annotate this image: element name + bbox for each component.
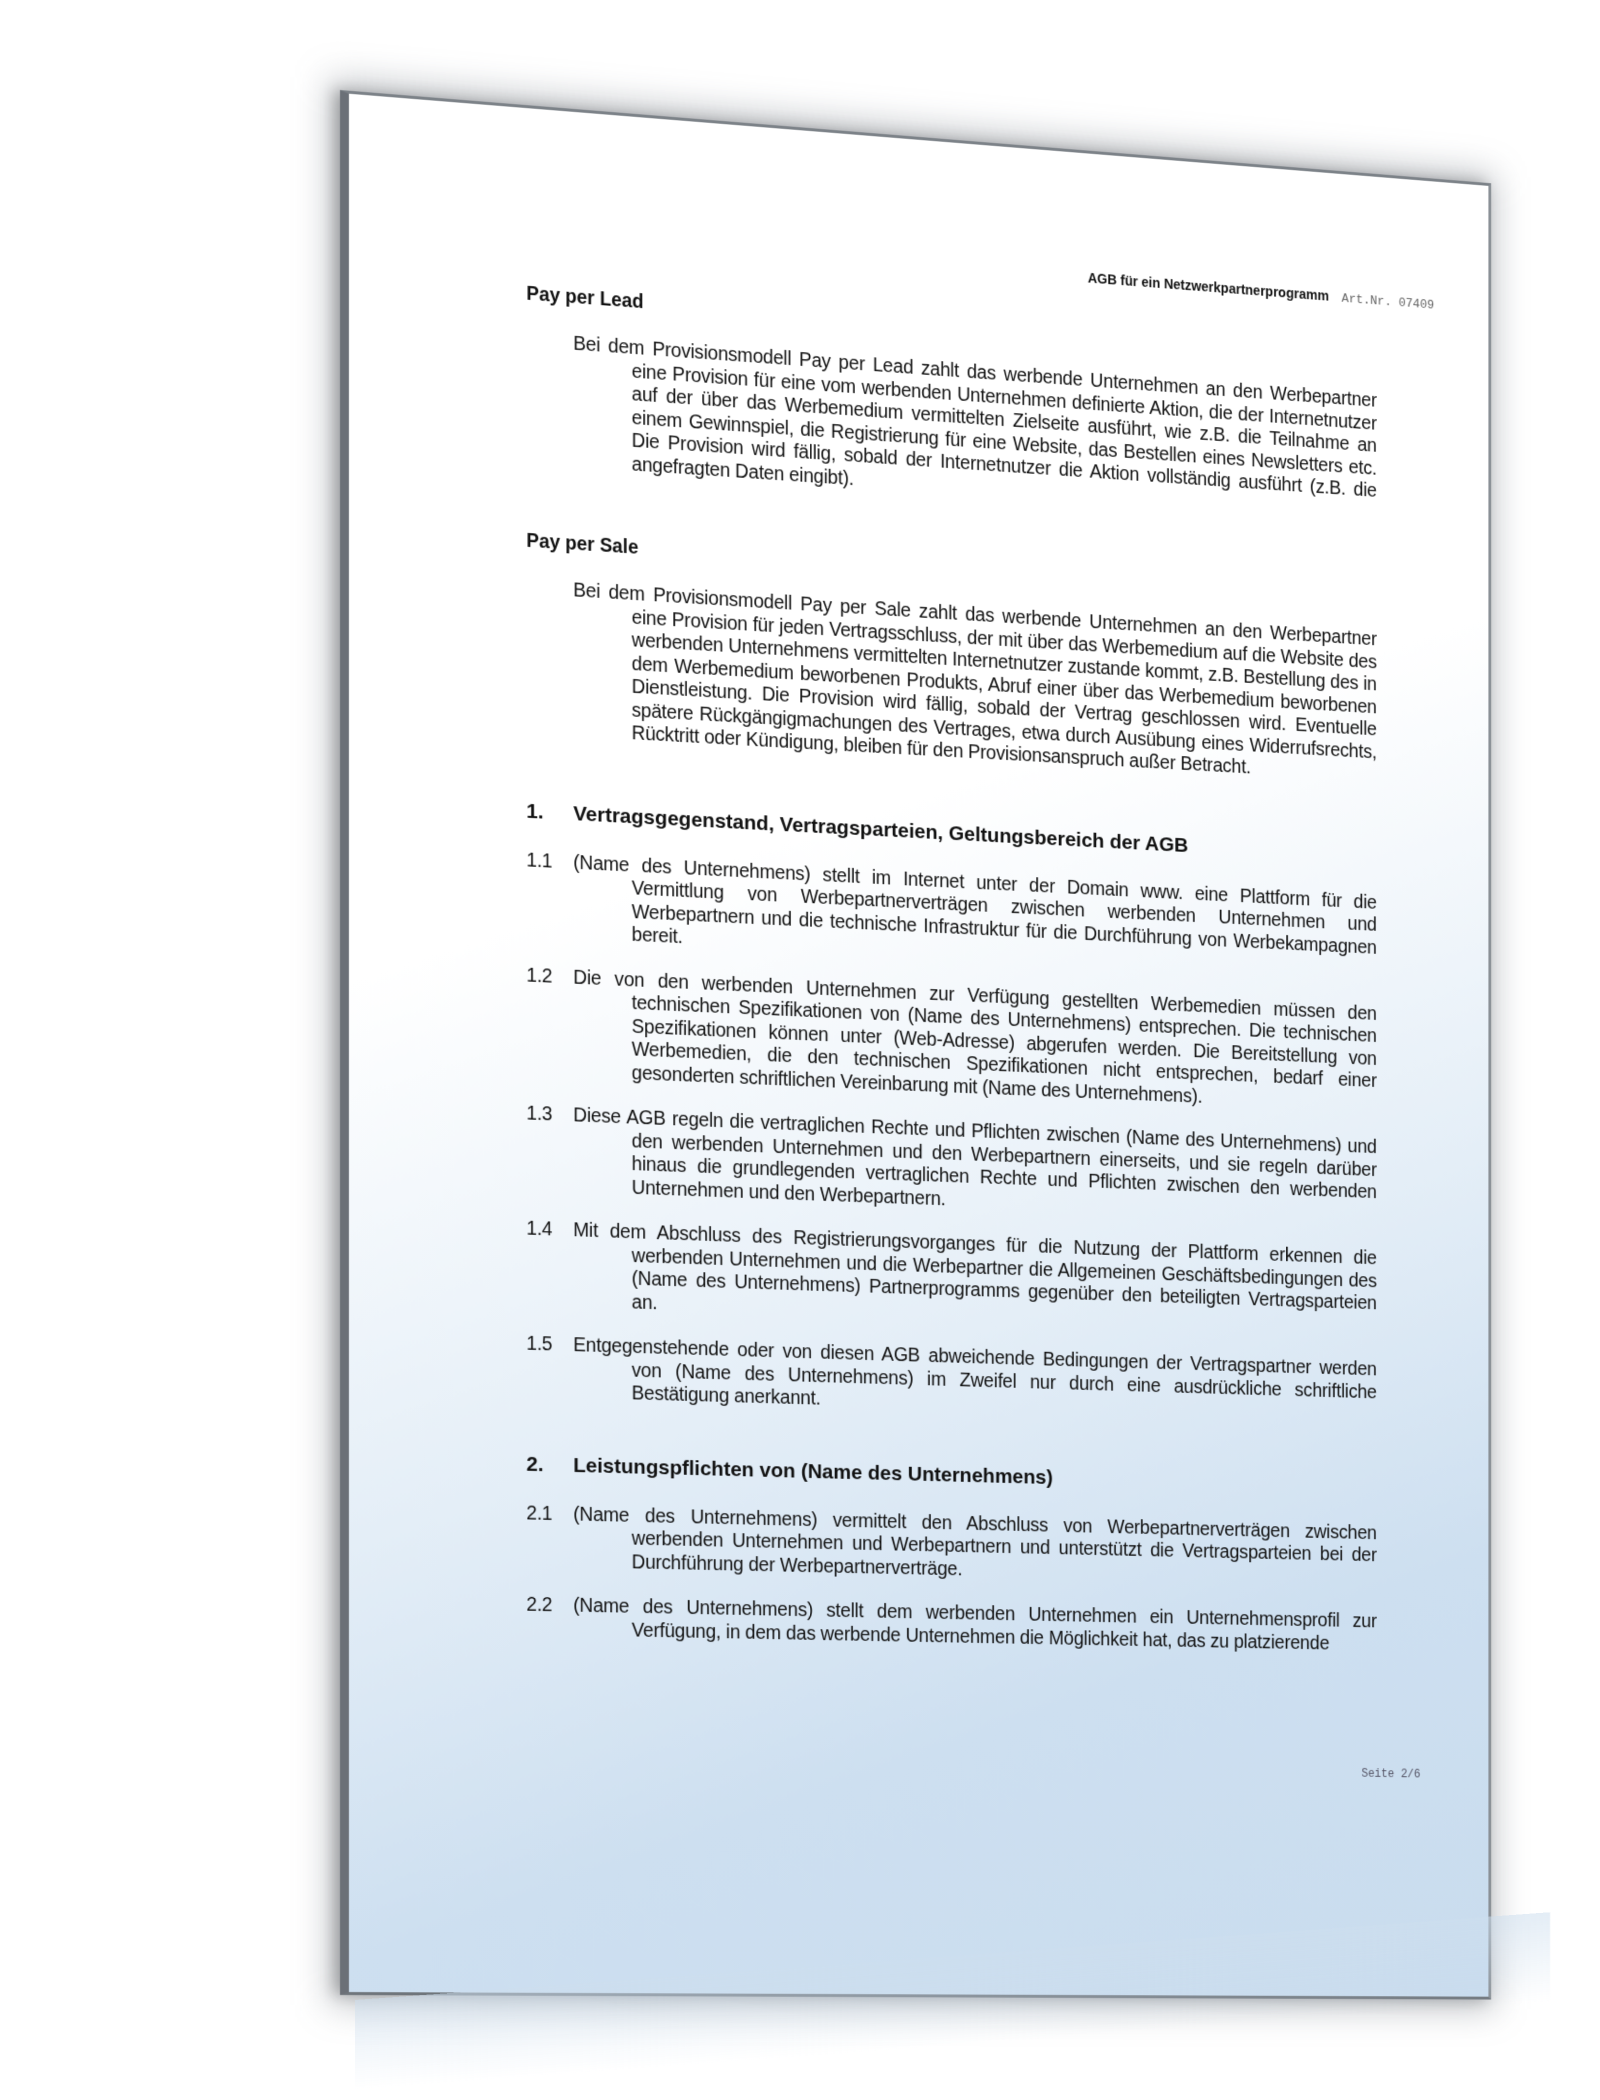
section-heading-2 [526, 1452, 1376, 1497]
subheading: Pay per Lead [526, 281, 644, 314]
clause-text: Die von den werbenden Unternehmen zur Verfügung gestellten Werbemedien müssen den technischen Spezifikationen von (Name des Unternehmens) entsprechen. Die technischen Spezifikationen können unter (Web-Adresse) abgerufen werden. Die Bereitstellung von Werbemedien, die den technischen Spezifikationen nicht entsprechen, bedarf einer gesonderten schriftlichen Vereinbarung mit (Name des Unternehmens). [573, 966, 1377, 1108]
clause-number: 1.3 [526, 1102, 553, 1126]
section-title: Vertragsgegenstand, Vertragsparteien, Geltungsbereich der AGB [573, 801, 1189, 857]
page-header [1088, 270, 1434, 313]
clause-text: (Name des Unternehmens) stellt dem werbenden Unternehmen ein Unternehmensprofil zur Verfügung, in dem das werbende Unternehmen die Möglichkeit hat, das zu platzierende [573, 1594, 1377, 1654]
paragraph: Bei dem Provisionsmodell Pay per Sale zahlt das werbende Unternehmen an den Werbepartner eine Provision für jeden Vertragsschluss, der mit über das Werbemedium auf die Website des werbenden Unternehmens vermittelten Internetnutzer zustande kommt, z.B. Bestellung des in dem Werbemedium beworbenen Produkts, Abruf einer über das Werbemedium beworbenen Dienstleistung. Die Provision wird fällig, sobald der Vertrag geschlossen wird. Eventuelle spätere Rückgängigmachungen des Vertrages, etwa durch Ausübung eines Widerrufsrechts, Rücktritt oder Kündigung, bleiben für den Provisionsanspruch außer Betracht. [573, 579, 1377, 779]
clause-1-2 [526, 964, 1376, 1116]
subheading: Pay per Sale [526, 528, 639, 559]
clause-number: 1.1 [526, 848, 553, 873]
document-title: AGB für ein Netzwerkpartnerprogramm [1087, 269, 1329, 304]
clause-2-1 [526, 1502, 1376, 1590]
clause-text: Mit dem Abschluss des Registrierungsvorganges für die Nutzung der Plattform erkennen die werbenden Unternehmen und die Werbepartner die Allgemeinen Geschäftsbedingungen des (Name des Unternehmens) Partnerprogramms gegenüber den beteiligten Vertragsparteien an. [573, 1219, 1377, 1315]
clause-text: Diese AGB regeln die vertraglichen Rechte und Pflichten zwischen (Name des Unternehmens) und den werbenden Unternehmen und den Werbepartnern einerseits, und sie regeln darüber hinaus die grundlegenden vertraglichen Rechte und Pflichten zwischen den werbenden Unternehmen und den Werbepartnern. [573, 1104, 1377, 1210]
document-page [340, 90, 1491, 2000]
clause-text: (Name des Unternehmens) vermittelt den Abschluss von Werbepartnerverträgen zwischen werbenden Unternehmen und Werbepartnern und unterstützt die Vertragsparteien bei der Durchführung der Werbepartnerverträge. [573, 1503, 1377, 1580]
clause-1-4 [526, 1218, 1376, 1338]
section-number: 2. [526, 1452, 544, 1476]
intro-section-pay-per-lead [526, 282, 1376, 526]
clause-1-1 [526, 849, 1376, 982]
clause-number: 2.2 [526, 1593, 553, 1617]
article-number: Art.Nr. 07409 [1341, 291, 1435, 313]
clause-2-2 [526, 1594, 1376, 1656]
clause-text: (Name des Unternehmens) stellt im Internet unter der Domain www. eine Plattform für die Vermittlung von Werbepartnerverträgen zwischen werbenden Unternehmen und Werbepartnern und die technische Infrastruktur für die Durchführung von Werbekampagnen bereit. [573, 851, 1377, 959]
document-body [526, 282, 1376, 1677]
clause-number: 1.4 [526, 1217, 553, 1241]
clause-text: Entgegenstehende oder von diesen AGB abweichende Bedingungen der Vertragspartner werden von (Name des Unternehmens) im Zweifel nur durch eine ausdrückliche schriftliche Bestätigung anerkannt. [573, 1334, 1377, 1410]
clause-1-3 [526, 1103, 1376, 1227]
page-number: Seite 2/6 [1361, 1767, 1421, 1782]
clause-number: 1.2 [526, 964, 553, 988]
section-number: 1. [526, 799, 544, 824]
clause-number: 1.5 [526, 1332, 553, 1356]
clause-1-5 [526, 1333, 1376, 1427]
section-title: Leistungspflichten von (Name des Unternehmens) [573, 1453, 1053, 1489]
intro-section-pay-per-sale [526, 529, 1376, 787]
clause-number: 2.1 [526, 1501, 553, 1525]
paragraph: Bei dem Provisionsmodell Pay per Lead zahlt das werbende Unternehmen an den Werbepartner eine Provision für eine vom werbenden Unternehmen definierte Aktion, die der Internetnutzer auf der über das Werbemedium vermittelten Zielseite ausführt, wie z.B. die Teilnahme an einem Gewinnspiel, die Registrierung für eine Website, das Bestellen eines Newsletters etc. Die Provision wird fällig, sobald der Internetnutzer die Aktion vollständig ausführt (z.B. die angefragten Daten eingibt). [573, 332, 1377, 502]
